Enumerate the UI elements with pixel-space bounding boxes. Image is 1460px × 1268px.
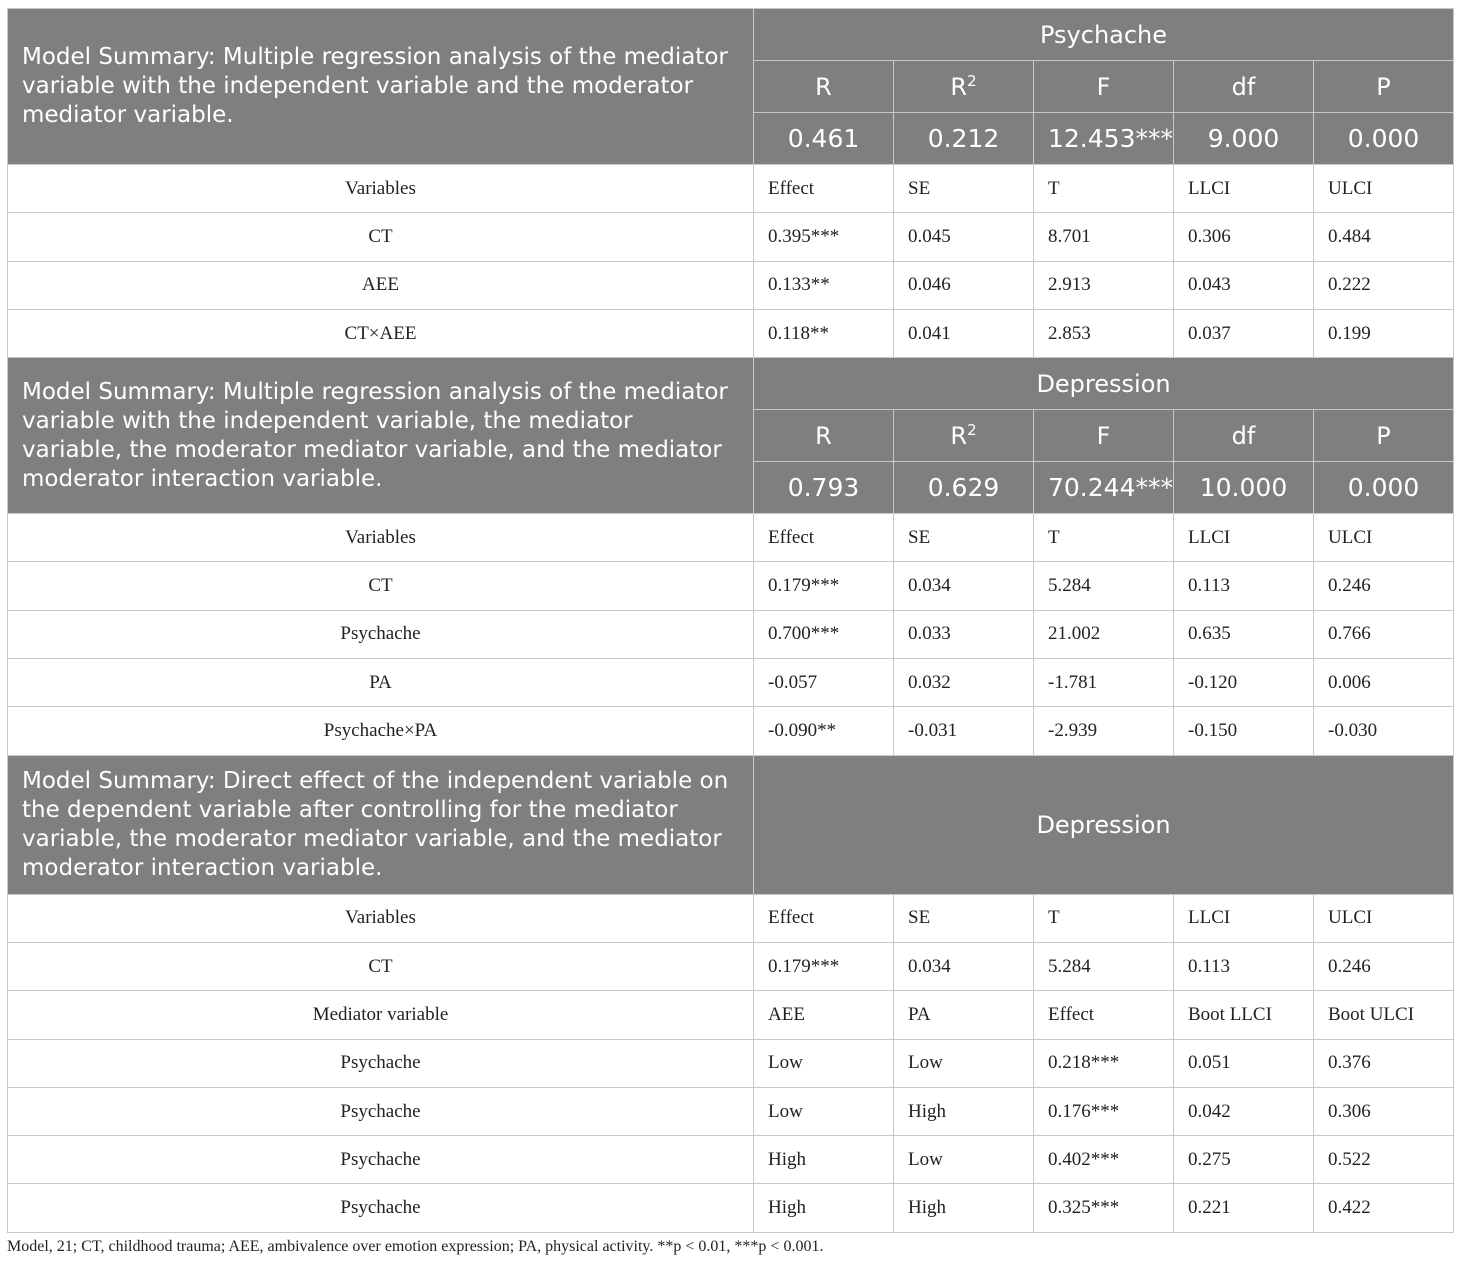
column-header: Variables: [8, 165, 754, 213]
table-cell: 0.395***: [754, 213, 894, 261]
column-header: Effect: [1034, 991, 1174, 1039]
column-header: Boot LLCI: [1174, 991, 1314, 1039]
table-cell: 0.118**: [754, 309, 894, 357]
stat-header-df: df: [1174, 61, 1314, 113]
column-header-row: [8, 514, 1454, 562]
table-cell: 0.037: [1174, 309, 1314, 357]
column-header: AEE: [754, 991, 894, 1039]
table-cell: 0.306: [1174, 213, 1314, 261]
table-cell: 0.218***: [1034, 1039, 1174, 1087]
table-cell: 0.325***: [1034, 1184, 1174, 1232]
table-cell: 0.034: [894, 942, 1034, 990]
table-row: [8, 942, 1454, 990]
section-2-title: Model Summary: Multiple regression analysis of the mediator variable with the independent variable, the mediator variable, the moderator mediator variable, and the mediator moderator interaction variable.: [8, 358, 754, 514]
table-cell: 0.113: [1174, 942, 1314, 990]
table-cell: 0.176***: [1034, 1087, 1174, 1135]
table-cell: 0.179***: [754, 942, 894, 990]
column-header: T: [1034, 165, 1174, 213]
table-cell: 0.034: [894, 562, 1034, 610]
column-header: ULCI: [1314, 894, 1454, 942]
table-cell: 0.422: [1314, 1184, 1454, 1232]
table-cell: 8.701: [1034, 213, 1174, 261]
column-header: PA: [894, 991, 1034, 1039]
stat-value-df: 10.000: [1174, 462, 1314, 514]
column-header: Effect: [754, 894, 894, 942]
stat-header-f: F: [1034, 410, 1174, 462]
table-cell: -2.939: [1034, 707, 1174, 755]
stat-value-df: 9.000: [1174, 113, 1314, 165]
table-cell: Low: [754, 1087, 894, 1135]
section-2: [8, 358, 1454, 755]
variable-name: Psychache: [8, 610, 754, 658]
table-cell: 2.853: [1034, 309, 1174, 357]
table-row: [8, 1039, 1454, 1087]
stat-value-r2: 0.629: [894, 462, 1034, 514]
stat-header-df: df: [1174, 410, 1314, 462]
column-header-row: [8, 165, 1454, 213]
table-cell: 0.133**: [754, 261, 894, 309]
table-row: [8, 309, 1454, 357]
stat-value-f: 70.244***: [1034, 462, 1174, 514]
table-cell: 0.113: [1174, 562, 1314, 610]
stat-header-r: R: [754, 410, 894, 462]
variable-name: Psychache: [8, 1039, 754, 1087]
table-row: [8, 659, 1454, 707]
section-3-title: Model Summary: Direct effect of the independent variable on the dependent variable after controlling for the mediator variable, the moderator mediator variable, and the mediator moderator interaction variable.: [8, 755, 754, 894]
table-row: [8, 707, 1454, 755]
stat-value-p: 0.000: [1314, 113, 1454, 165]
table-cell: 21.002: [1034, 610, 1174, 658]
column-header: T: [1034, 514, 1174, 562]
table-row: [8, 213, 1454, 261]
section-1: [8, 9, 1454, 358]
indirect-header-row: [8, 991, 1454, 1039]
table-row: [8, 261, 1454, 309]
variable-name: AEE: [8, 261, 754, 309]
column-header: SE: [894, 165, 1034, 213]
stat-header-r: R: [754, 61, 894, 113]
stat-value-r: 0.461: [754, 113, 894, 165]
column-header: LLCI: [1174, 165, 1314, 213]
section-3-outcome: Depression: [754, 755, 1454, 894]
stat-header-p: P: [1314, 410, 1454, 462]
column-header: Boot ULCI: [1314, 991, 1454, 1039]
variable-name: Psychache: [8, 1136, 754, 1184]
column-header: SE: [894, 514, 1034, 562]
column-header: Effect: [754, 165, 894, 213]
table-cell: 0.306: [1314, 1087, 1454, 1135]
table-cell: -0.030: [1314, 707, 1454, 755]
stat-header-f: F: [1034, 61, 1174, 113]
stat-header-r2: $R^2$: [894, 410, 1034, 462]
stat-header-r2: $R^2$: [894, 61, 1034, 113]
variable-name: Psychache×PA: [8, 707, 754, 755]
section-2-outcome: Depression: [754, 358, 1454, 410]
table-cell: -1.781: [1034, 659, 1174, 707]
table-cell: High: [754, 1136, 894, 1184]
stat-value-r2: 0.212: [894, 113, 1034, 165]
table-row: [8, 1136, 1454, 1184]
table-cell: 5.284: [1034, 942, 1174, 990]
column-header: ULCI: [1314, 165, 1454, 213]
column-header: Mediator variable: [8, 991, 754, 1039]
table-row: [8, 1184, 1454, 1232]
table-cell: High: [894, 1087, 1034, 1135]
column-header-row: [8, 894, 1454, 942]
table-cell: -0.031: [894, 707, 1034, 755]
variable-name: PA: [8, 659, 754, 707]
table-cell: 0.222: [1314, 261, 1454, 309]
table-cell: 0.635: [1174, 610, 1314, 658]
table-cell: High: [894, 1184, 1034, 1232]
table-cell: 0.179***: [754, 562, 894, 610]
table-cell: 0.006: [1314, 659, 1454, 707]
table-row: [8, 610, 1454, 658]
table-cell: 0.221: [1174, 1184, 1314, 1232]
table-cell: 0.199: [1314, 309, 1454, 357]
table-cell: 0.051: [1174, 1039, 1314, 1087]
stat-value-r: 0.793: [754, 462, 894, 514]
table-cell: 0.246: [1314, 562, 1454, 610]
section-3: [8, 755, 1454, 1232]
column-header: LLCI: [1174, 894, 1314, 942]
table-cell: -0.120: [1174, 659, 1314, 707]
table-cell: 0.032: [894, 659, 1034, 707]
column-header: T: [1034, 894, 1174, 942]
column-header: LLCI: [1174, 514, 1314, 562]
table-cell: 0.046: [894, 261, 1034, 309]
table-cell: 0.246: [1314, 942, 1454, 990]
table-cell: 0.042: [1174, 1087, 1314, 1135]
table-cell: 0.041: [894, 309, 1034, 357]
column-header: Variables: [8, 894, 754, 942]
table-cell: 0.376: [1314, 1039, 1454, 1087]
table-row: [8, 562, 1454, 610]
table-cell: High: [754, 1184, 894, 1232]
table-cell: 0.522: [1314, 1136, 1454, 1184]
table-cell: 0.045: [894, 213, 1034, 261]
table-cell: 0.766: [1314, 610, 1454, 658]
variable-name: CT: [8, 562, 754, 610]
table-cell: -0.090**: [754, 707, 894, 755]
column-header: ULCI: [1314, 514, 1454, 562]
stat-header-p: P: [1314, 61, 1454, 113]
column-header: Variables: [8, 514, 754, 562]
variable-name: Psychache: [8, 1184, 754, 1232]
table-cell: -0.150: [1174, 707, 1314, 755]
table-cell: 5.284: [1034, 562, 1174, 610]
table-row: [8, 1087, 1454, 1135]
table-footnote: Model, 21; CT, childhood trauma; AEE, ambivalence over emotion expression; PA, physical activity. **p < 0.01, ***p < 0.001.: [7, 1238, 824, 1255]
table-cell: -0.057: [754, 659, 894, 707]
table-cell: 0.275: [1174, 1136, 1314, 1184]
table-cell: 0.033: [894, 610, 1034, 658]
table-cell: 0.700***: [754, 610, 894, 658]
table-cell: Low: [894, 1136, 1034, 1184]
column-header: Effect: [754, 514, 894, 562]
table-cell: 2.913: [1034, 261, 1174, 309]
regression-results-table: [7, 8, 1454, 1233]
variable-name: CT: [8, 213, 754, 261]
table-cell: 0.043: [1174, 261, 1314, 309]
stat-value-p: 0.000: [1314, 462, 1454, 514]
stat-value-f: 12.453***: [1034, 113, 1174, 165]
table-cell: 0.484: [1314, 213, 1454, 261]
variable-name: CT×AEE: [8, 309, 754, 357]
table-cell: Low: [894, 1039, 1034, 1087]
variable-name: Psychache: [8, 1087, 754, 1135]
section-1-outcome: Psychache: [754, 9, 1454, 61]
section-1-title: Model Summary: Multiple regression analysis of the mediator variable with the independent variable and the moderator mediator variable.: [8, 9, 754, 165]
table-cell: Low: [754, 1039, 894, 1087]
variable-name: CT: [8, 942, 754, 990]
table-cell: 0.402***: [1034, 1136, 1174, 1184]
column-header: SE: [894, 894, 1034, 942]
